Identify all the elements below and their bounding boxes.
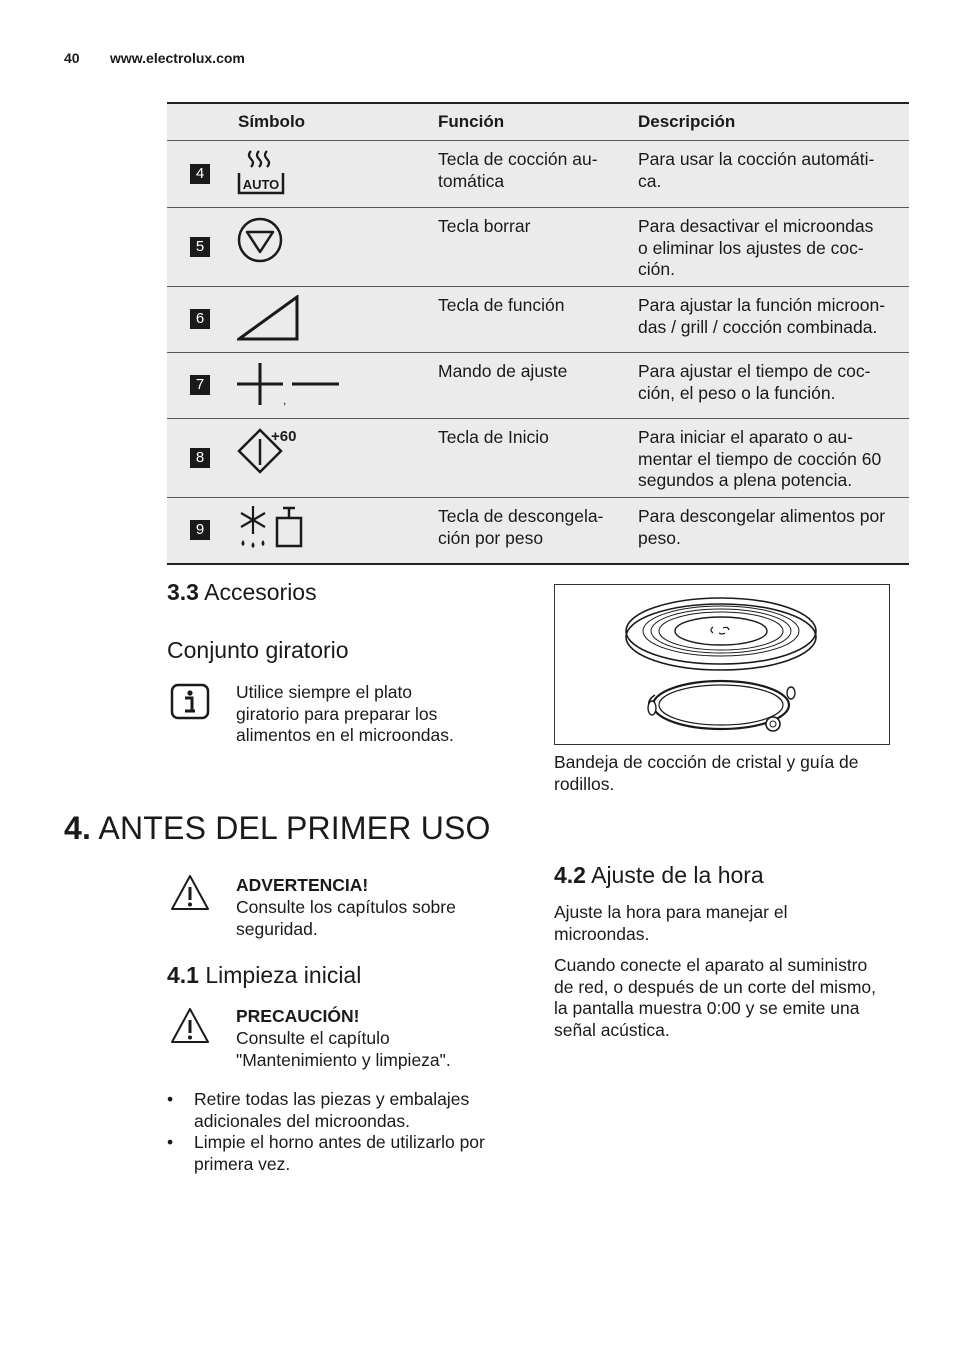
section-4-2-heading — [554, 862, 764, 889]
row-description: Para iniciar el aparato o au- mentar el tiempo de cocción 60 segundos a plena potencia. — [638, 427, 882, 490]
defrost-weight-icon — [237, 504, 309, 559]
row-description: Para ajustar la función microon- das / grill / cocción combinada. — [638, 295, 886, 337]
warning-icon — [170, 873, 212, 918]
symbol-table — [167, 102, 909, 565]
row-function: Tecla de descongela- ción por peso — [438, 506, 604, 548]
row-function: Tecla de Inicio — [438, 427, 549, 447]
row-number: 7 — [190, 375, 210, 395]
list-item — [167, 1132, 527, 1175]
chapter-heading — [64, 810, 491, 847]
page-number: 40 — [64, 50, 80, 66]
section-title: Limpieza inicial — [205, 962, 362, 988]
warning-text: Consulte los capítulos sobre seguridad. — [236, 897, 456, 939]
warning-title: ADVERTENCIA! — [236, 875, 369, 895]
turntable-figure — [554, 584, 890, 745]
section-number: 4.1 — [167, 962, 199, 988]
function-triangle-icon — [237, 295, 301, 348]
info-icon — [170, 683, 212, 726]
auto-cook-icon — [237, 149, 287, 204]
list-item-text: Limpie el horno antes de utilizarlo por primera vez. — [194, 1132, 485, 1174]
section-number: 4.2 — [554, 862, 586, 888]
figure-caption: Bandeja de cocción de cristal y guía de rodillos. — [554, 752, 859, 794]
table-row — [167, 353, 909, 419]
section-title: Ajuste de la hora — [591, 862, 764, 888]
separator-comma: , — [283, 393, 287, 407]
paragraph: Cuando conecte el aparato al suministro de red, o después de un corte del mismo, la pantalla muestra 0:00 y se emite una señal acústica. — [554, 955, 876, 1040]
row-number: 8 — [190, 448, 210, 468]
row-description: Para ajustar el tiempo de coc- ción, el peso o la función. — [638, 361, 871, 403]
section-3-3-heading — [167, 579, 317, 606]
column-header-function: Función — [438, 112, 505, 131]
stop-clear-icon — [237, 217, 285, 270]
row-number: 9 — [190, 520, 210, 540]
paragraph: Ajuste la hora para manejar el microondas. — [554, 902, 788, 944]
table-row — [167, 498, 909, 565]
section-title: Accesorios — [204, 579, 317, 605]
row-function: Tecla de cocción au- tomática — [438, 149, 598, 191]
list-item — [167, 1089, 527, 1132]
table-header — [167, 104, 909, 141]
row-number: 5 — [190, 237, 210, 257]
row-description: Para desactivar el microondas o eliminar los ajustes de coc- ción. — [638, 216, 874, 279]
section-4-1-heading — [167, 962, 361, 989]
column-header-symbol: Símbolo — [238, 112, 306, 131]
plus-minus-icon — [237, 361, 347, 416]
row-number: 4 — [190, 164, 210, 184]
caution-title: PRECAUCIÓN! — [236, 1006, 360, 1026]
section-number: 3.3 — [167, 579, 199, 605]
row-number: 6 — [190, 309, 210, 329]
bullet: • — [167, 1132, 174, 1152]
table-row — [167, 419, 909, 498]
row-description: Para usar la cocción automáti- ca. — [638, 149, 875, 191]
table-row — [167, 208, 909, 287]
table-row — [167, 141, 909, 208]
start-icon — [237, 425, 307, 482]
column-header-description: Descripción — [638, 112, 736, 131]
row-description: Para descongelar alimentos por peso. — [638, 506, 886, 548]
row-function: Mando de ajuste — [438, 361, 568, 381]
chapter-title: ANTES DEL PRIMER USO — [98, 810, 491, 846]
bullet-list — [167, 1089, 527, 1175]
site-url[interactable]: www.electrolux.com — [110, 50, 245, 66]
subsection-title: Conjunto giratorio — [167, 637, 349, 663]
auto-label: AUTO — [242, 177, 280, 192]
caution-icon — [170, 1006, 212, 1051]
row-function: Tecla borrar — [438, 216, 531, 236]
chapter-number: 4. — [64, 810, 92, 846]
caution-text: Consulte el capítulo "Mantenimiento y limpieza". — [236, 1028, 451, 1070]
row-function: Tecla de función — [438, 295, 565, 315]
bullet: • — [167, 1089, 174, 1109]
list-item-text: Retire todas las piezas y embalajes adicionales del microondas. — [194, 1089, 470, 1131]
plus-60-label: +60 — [271, 428, 297, 445]
table-row — [167, 287, 909, 353]
info-note: Utilice siempre el plato giratorio para preparar los alimentos en el microondas. — [236, 682, 454, 745]
